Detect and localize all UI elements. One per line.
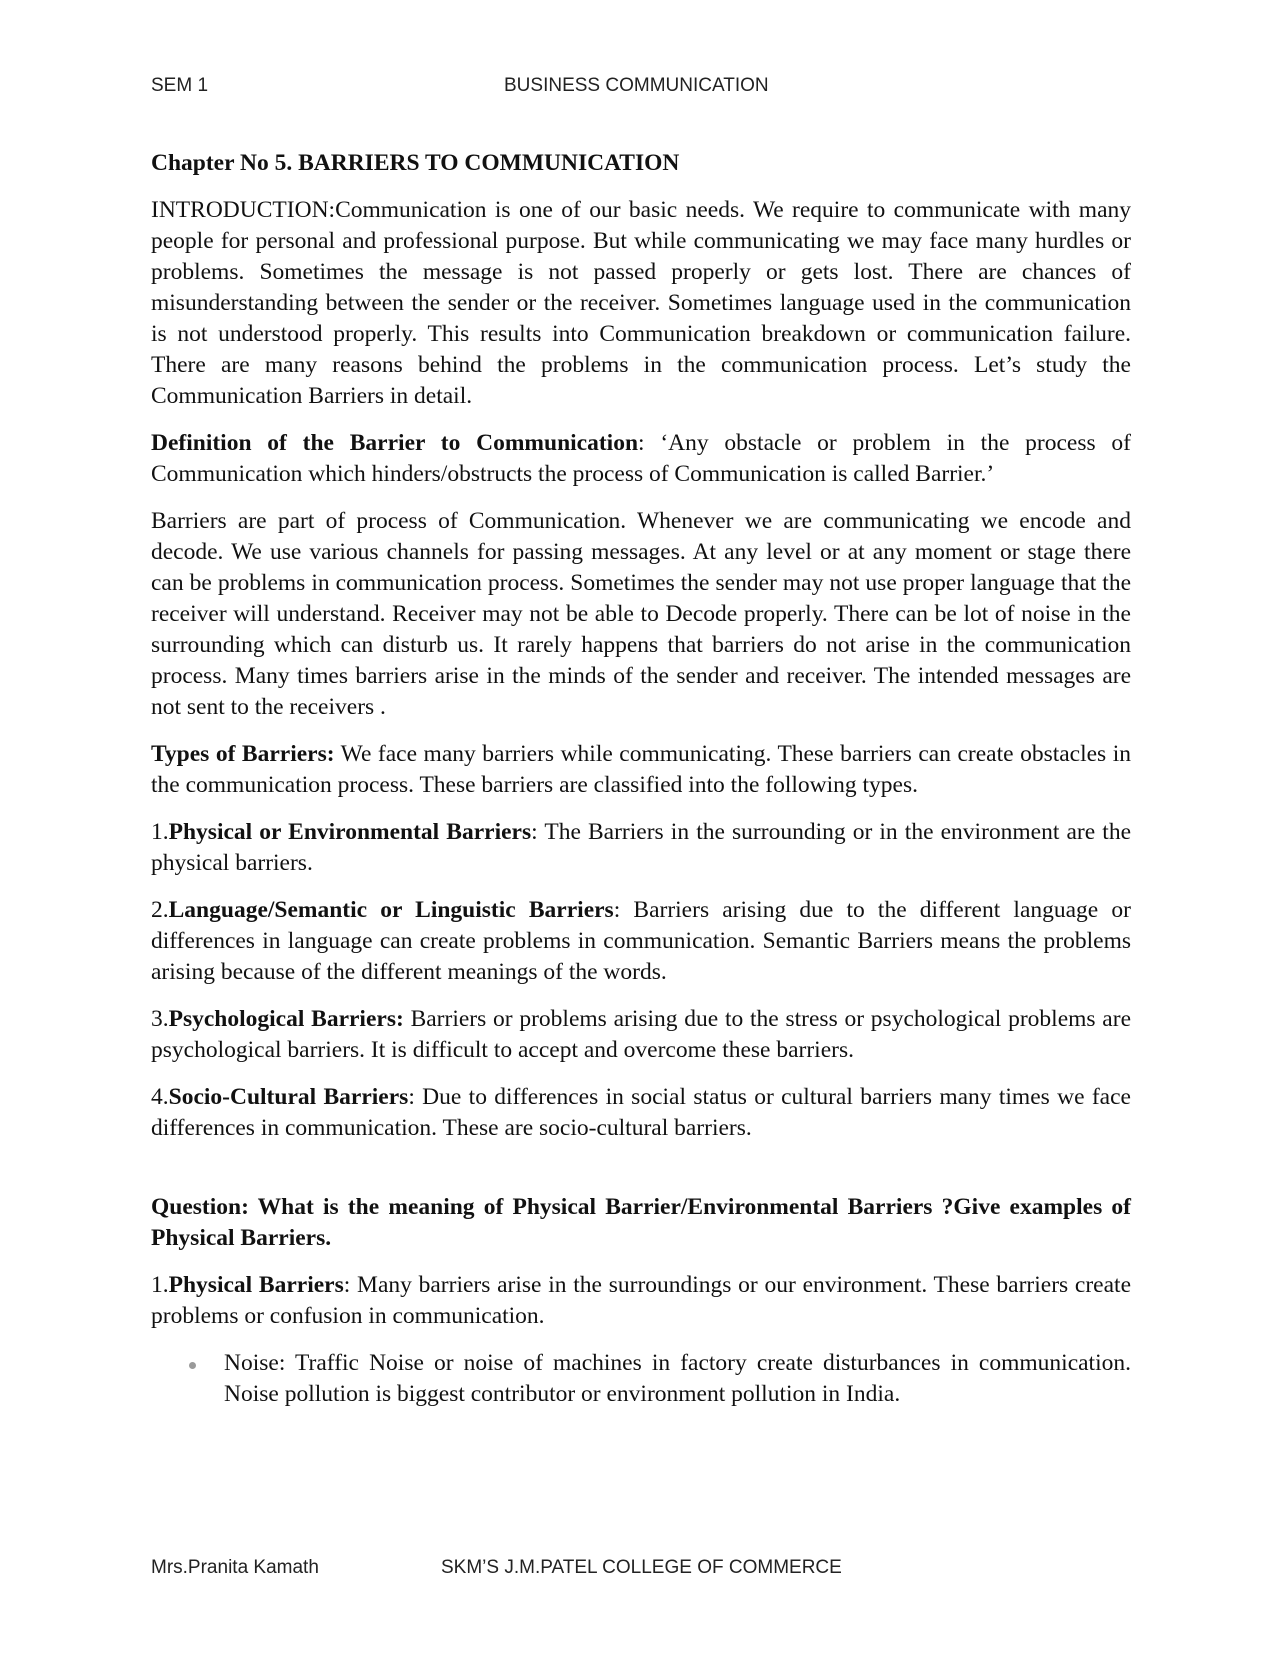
intro-paragraph: INTRODUCTION:Communication is one of our basic needs. We require to communicate with many people for personal and professional purpose. But while communicating we may face many hurdles or problems. Sometimes the message is not passed properly or gets lost. There are chances of misunderstanding between the sender or the receiver. Sometimes language used in the communication is not understood properly. This results into Communication breakdown or communication failure. There are many reasons behind the problems in the communication process. Let’s study the Communication Barriers in detail. [151,197,1131,409]
types-text: We face many barriers while communicating. These barriers can create obstacles in the communication process. These barriers are classified into the following types. [151,741,1131,798]
chapter-title: Chapter No 5. BARRIERS TO COMMUNICATION [151,150,680,176]
definition-text: : ‘Any obstacle or problem in the process of Communication which hinders/obstructs the process of Communication is called Barrier.’ [151,430,1131,487]
type-text: : The Barriers in the surrounding or in the environment are the physical barriers. [151,819,1132,876]
types-term: Types of Barriers: [151,741,335,767]
type-number: 2. [151,897,169,923]
physical-barriers-paragraph [151,1270,1131,1332]
footer-left: Mrs.Pranita Kamath [151,1557,319,1578]
type-number: 3. [151,1006,169,1032]
list-item-text: Noise: Traffic Noise or noise of machines in factory create disturbances in communication. Noise pollution is biggest contributor or environment pollution in India. [224,1350,1131,1407]
header-center: BUSINESS COMMUNICATION [504,75,769,96]
footer-center: SKM’S J.M.PATEL COLLEGE OF COMMERCE [441,1557,842,1578]
definition-term: Definition of the Barrier to Communication [151,430,639,456]
bullet-icon [189,1362,196,1369]
type-term: Physical or Environmental Barriers [168,819,532,845]
section-spacer [151,1144,1131,1192]
type-term: Socio-Cultural Barriers [168,1084,409,1110]
type-item-socio-cultural [151,1082,1131,1144]
physical-number: 1. [151,1272,169,1298]
type-number: 1. [151,819,169,845]
barriers-paragraph: Barriers are part of process of Communication. Whenever we are communicating we encode and decode. We use various channels for passing messages. At any level or at any moment or stage there can be problems in communication process. Sometimes the sender may not use proper language that the receiver will understand. Receiver may not be able to Decode properly. There can be lot of noise in the surrounding which can disturb us. It rarely happens that barriers do not arise in the communication process. Many times barriers arise in the minds of the sender and receiver. The intended messages are not sent to the receivers . [151,508,1131,720]
type-item-language [151,895,1131,988]
physical-text: : Many barriers arise in the surroundings or our environment. These barriers create problems or confusion in communication. [151,1272,1131,1329]
type-term: Psychological Barriers: [168,1006,404,1032]
definition-paragraph [151,428,1131,490]
physical-term: Physical Barriers [168,1272,344,1298]
type-text: : Barriers arising due to the different language or differences in language can create problems in communication. Semantic Barriers means the problems arising because of the different meanings of the words. [151,897,1131,985]
header-left: SEM 1 [151,75,209,96]
types-paragraph [151,739,1131,801]
examples-list [151,1348,1131,1410]
type-term: Language/Semantic or Linguistic Barriers [168,897,614,923]
type-text: Barriers or problems arising due to the stress or psychological problems are psychological barriers. It is difficult to accept and overcome these barriers. [151,1006,1131,1063]
type-number: 4. [151,1084,169,1110]
type-text: : Due to differences in social status or cultural barriers many times we face differences in communication. These are socio-cultural barriers. [151,1084,1131,1141]
type-item-physical [151,817,1131,879]
document-body [151,148,1131,1410]
list-item [151,1348,1131,1410]
type-item-psychological [151,1004,1131,1066]
question-heading: Question: What is the meaning of Physical Barrier/Environmental Barriers ?Give examples of Physical Barriers. [151,1194,1131,1251]
